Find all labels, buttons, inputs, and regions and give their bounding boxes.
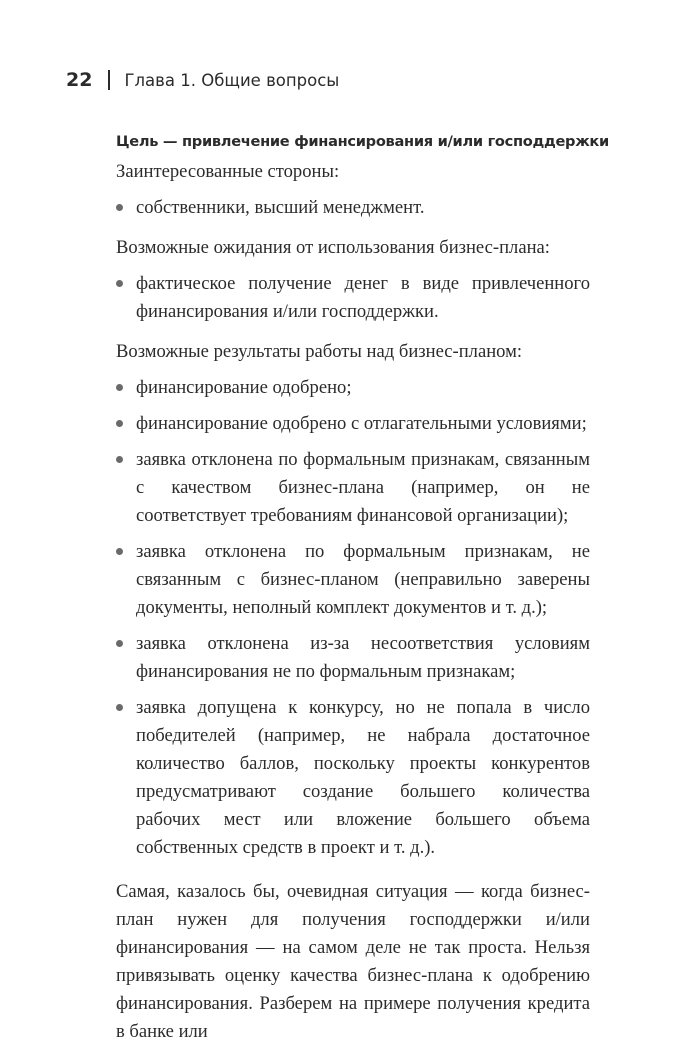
stakeholders-label: Заинтересованные стороны: — [116, 161, 340, 182]
bullet-icon — [116, 204, 123, 211]
expectations-list — [116, 270, 590, 326]
bullet-icon — [116, 384, 123, 391]
header-divider — [108, 70, 110, 90]
list-item — [116, 410, 590, 438]
list-item-text: финансирование одобрено с отлагательными условиями; — [136, 413, 587, 434]
list-item-text: заявка отклонена по формальным признакам, связанным с качеством бизнес-плана (например, он не соответствует требованиям финансовой организации); — [136, 449, 590, 526]
results-list — [116, 374, 590, 862]
page-body — [116, 128, 609, 1046]
body-paragraph: Самая, казалось бы, очевидная ситуация — когда бизнес-план нужен для получения господдержки и/или финансирования — на самом деле не так проста. Нельзя привязывать оценку качества бизнес-плана к одобрению финансирования. Разберем на примере получения кредита в банке или — [116, 881, 590, 1042]
list-item — [116, 194, 590, 222]
section-heading: Цель — привлечение финансирования и/или господдержки — [116, 133, 609, 150]
bullet-icon — [116, 640, 123, 647]
list-item — [116, 538, 590, 622]
list-item-text: заявка допущена к конкурсу, но не попала в число победителей (например, не набрала достаточное количество баллов, поскольку проекты конкурентов предусматривают создание большего количества рабочих мест или вложение большего объема собственных средств в проект и т. д.). — [136, 697, 590, 858]
bullet-icon — [116, 420, 123, 427]
running-header — [66, 66, 339, 94]
results-label: Возможные результаты работы над бизнес-планом: — [116, 341, 523, 362]
chapter-title: Глава 1. Общие вопросы — [124, 70, 340, 90]
list-item — [116, 374, 590, 402]
list-item-text: заявка отклонена по формальным признакам, не связанным с бизнес-планом (неправильно заверены документы, неполный комплект документов и т. д.); — [136, 541, 590, 618]
list-item-text: финансирование одобрено; — [136, 377, 352, 398]
page-number: 22 — [66, 69, 93, 91]
list-item — [116, 270, 590, 326]
list-item — [116, 694, 590, 862]
bullet-icon — [116, 704, 123, 711]
list-item — [116, 630, 590, 686]
expectations-label: Возможные ожидания от использования бизнес-плана: — [116, 237, 550, 258]
list-item — [116, 446, 590, 530]
list-item-text: собственники, высший менеджмент. — [136, 197, 425, 218]
bullet-icon — [116, 548, 123, 555]
stakeholders-list — [116, 194, 590, 222]
list-item-text: заявка отклонена из-за несоответствия условиям финансирования не по формальным признакам; — [136, 633, 590, 682]
bullet-icon — [116, 280, 123, 287]
bullet-icon — [116, 456, 123, 463]
list-item-text: фактическое получение денег в виде привлеченного финансирования и/или господдержки. — [136, 273, 590, 322]
